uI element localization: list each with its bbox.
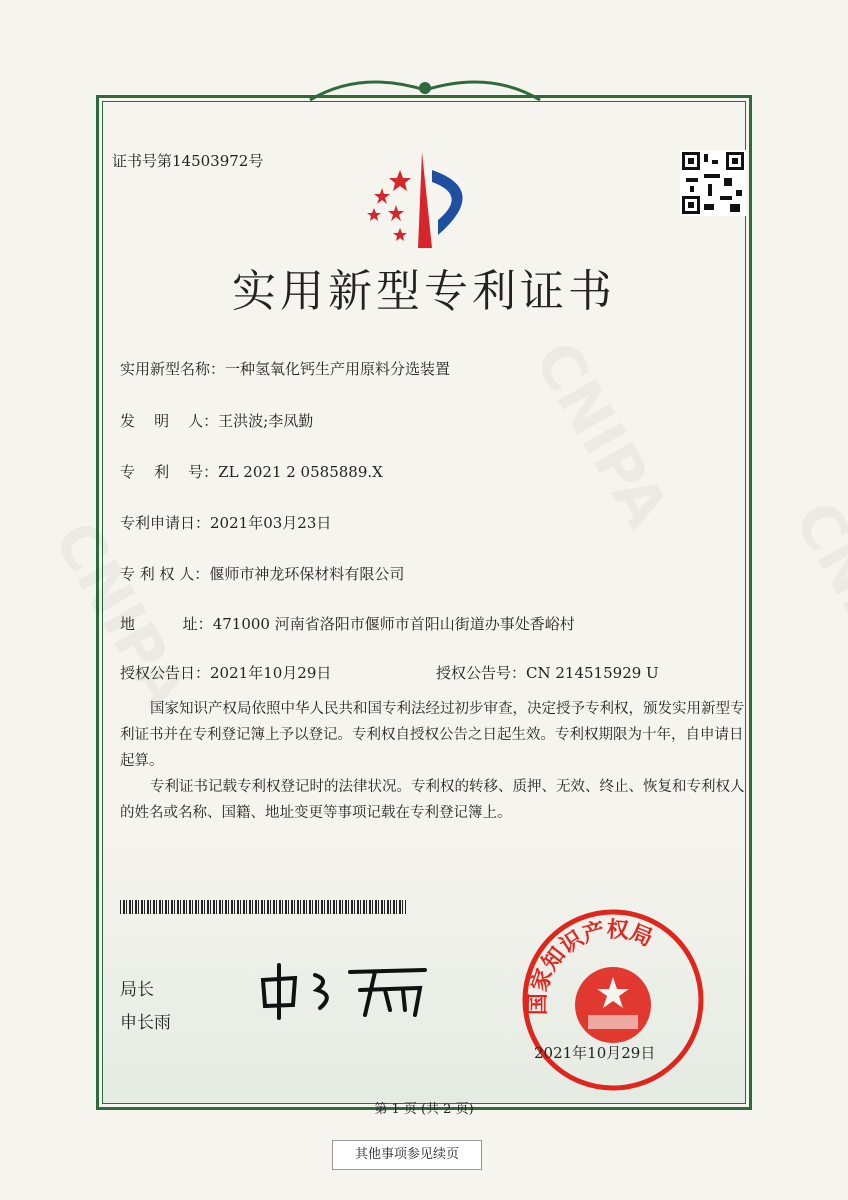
- official-seal: [518, 905, 708, 1095]
- field-label: 专 利 号：: [120, 463, 219, 481]
- field-pub-number: [436, 662, 659, 683]
- field-label: 专 利 权 人：: [120, 565, 210, 583]
- qr-code: [680, 150, 746, 216]
- field-label: 专利申请日：: [120, 514, 211, 532]
- field-value: 471000 河南省洛阳市偃师市首阳山街道办事处香峪村: [212, 615, 575, 633]
- continued-note: 其他事项参见续页: [332, 1140, 482, 1170]
- field-address: [120, 613, 575, 634]
- barcode: [120, 900, 406, 914]
- paragraph: 专利证书记载专利权登记时的法律状况。专利权的转移、质押、无效、终止、恢复和专利权人的姓名或名称、国籍、地址变更等事项记载在专利登记簿上。: [120, 779, 745, 821]
- field-inventor: [120, 410, 313, 431]
- field-label: 发 明 人：: [120, 412, 219, 430]
- field-grant-date: [120, 662, 331, 683]
- field-label: 授权公告日：: [120, 664, 211, 682]
- field-patent-number: [120, 461, 383, 482]
- cnipa-logo: [360, 150, 490, 250]
- field-value: 2021年03月23日: [210, 514, 332, 532]
- field-value: ZL 2021 2 0585889.X: [218, 463, 383, 481]
- field-value: 2021年10月29日: [210, 664, 332, 682]
- field-filing-date: [120, 512, 331, 533]
- watermark: [780, 490, 848, 699]
- field-name: [120, 358, 450, 379]
- ornament-top: [300, 70, 550, 110]
- paragraph: 国家知识产权局依照中华人民共和国专利法经过初步审查，决定授予专利权，颁发实用新型专利证书并在专利登记簿上予以登记。专利权自授权公告之日起生效。专利权期限为十年，自申请日起算。: [120, 701, 745, 769]
- field-label: 实用新型名称：: [120, 360, 226, 378]
- field-label: 地 址：: [120, 615, 213, 633]
- signer-name: 申长雨: [120, 1013, 171, 1033]
- field-value: CN 214515929 U: [526, 664, 659, 682]
- page-info: 第 1 页 (共 2 页): [374, 1102, 474, 1117]
- seal-date: 2021年10月29日: [534, 1044, 656, 1062]
- field-value: 偃师市神龙环保材料有限公司: [209, 565, 405, 583]
- signature: [255, 960, 440, 1020]
- field-patentee: [120, 563, 404, 584]
- certificate-title: 实用新型专利证书: [232, 266, 616, 317]
- field-value: 王洪波;李凤勤: [218, 412, 314, 430]
- field-value: 一种氢氧化钙生产用原料分选装置: [225, 360, 451, 378]
- certificate-number: 证书号第14503972号: [112, 152, 264, 170]
- field-label: 授权公告号：: [436, 664, 527, 682]
- seal-text: 国家知识产权局: [525, 917, 657, 1016]
- signer-title: 局长: [120, 980, 154, 1000]
